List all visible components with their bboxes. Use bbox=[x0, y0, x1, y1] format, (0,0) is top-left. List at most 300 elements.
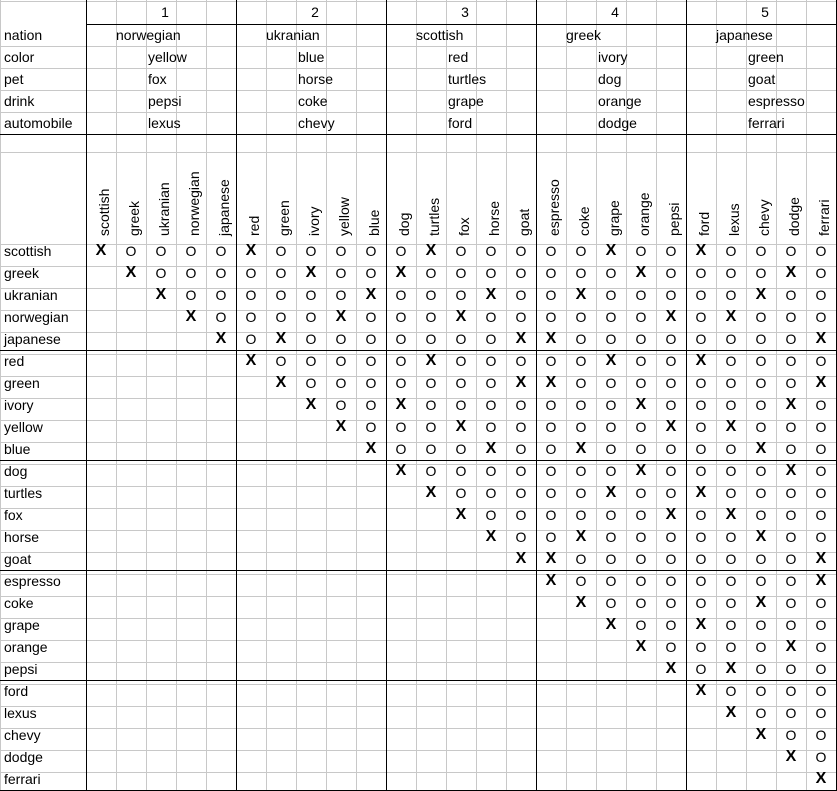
mark-no: O bbox=[665, 441, 677, 457]
mark-no: O bbox=[785, 507, 797, 523]
mark-yes: X bbox=[245, 242, 257, 259]
mark-no: O bbox=[515, 529, 527, 545]
mark-no: O bbox=[665, 485, 677, 501]
mark-no: O bbox=[755, 309, 767, 325]
solution-cell: pepsi bbox=[148, 93, 182, 109]
mark-yes: X bbox=[395, 396, 407, 413]
mark-no: O bbox=[695, 375, 707, 391]
mark-no: O bbox=[755, 639, 767, 655]
mark-no: O bbox=[785, 573, 797, 589]
mark-no: O bbox=[755, 661, 767, 677]
column-label: red bbox=[246, 215, 262, 236]
mark-no: O bbox=[515, 441, 527, 457]
mark-yes: X bbox=[575, 594, 587, 611]
mark-no: O bbox=[605, 375, 617, 391]
column-label: green bbox=[276, 200, 292, 236]
mark-yes: X bbox=[395, 264, 407, 281]
mark-no: O bbox=[635, 243, 647, 259]
mark-no: O bbox=[575, 265, 587, 281]
solution-cell: ford bbox=[448, 115, 473, 131]
mark-no: O bbox=[635, 353, 647, 369]
row-label: greek bbox=[4, 265, 40, 281]
mark-no: O bbox=[665, 287, 677, 303]
mark-no: O bbox=[755, 551, 767, 567]
mark-no: O bbox=[605, 331, 617, 347]
mark-no: O bbox=[695, 441, 707, 457]
column-label: grape bbox=[606, 200, 622, 236]
mark-no: O bbox=[755, 617, 767, 633]
mark-no: O bbox=[575, 397, 587, 413]
mark-no: O bbox=[395, 243, 407, 259]
mark-no: O bbox=[485, 265, 497, 281]
column-label: scottish bbox=[96, 188, 112, 236]
solution-cell: green bbox=[748, 49, 784, 65]
mark-no: O bbox=[815, 727, 827, 743]
mark-no: O bbox=[605, 595, 617, 611]
solution-cell: coke bbox=[298, 93, 328, 109]
mark-no: O bbox=[725, 529, 737, 545]
mark-no: O bbox=[695, 573, 707, 589]
mark-no: O bbox=[665, 529, 677, 545]
row-label: yellow bbox=[4, 419, 43, 435]
mark-no: O bbox=[485, 353, 497, 369]
mark-no: O bbox=[815, 353, 827, 369]
mark-no: O bbox=[785, 617, 797, 633]
mark-no: O bbox=[725, 639, 737, 655]
mark-no: O bbox=[515, 287, 527, 303]
row-label: green bbox=[4, 375, 40, 391]
mark-yes: X bbox=[515, 550, 527, 567]
mark-no: O bbox=[635, 441, 647, 457]
mark-no: O bbox=[485, 507, 497, 523]
mark-no: O bbox=[245, 265, 257, 281]
mark-yes: X bbox=[665, 660, 677, 677]
mark-no: O bbox=[335, 331, 347, 347]
mark-yes: X bbox=[365, 440, 377, 457]
row-label: horse bbox=[4, 529, 40, 545]
mark-no: O bbox=[695, 661, 707, 677]
mark-no: O bbox=[695, 265, 707, 281]
mark-no: O bbox=[785, 353, 797, 369]
mark-no: O bbox=[515, 463, 527, 479]
mark-no: O bbox=[635, 419, 647, 435]
solution-cell: orange bbox=[598, 93, 642, 109]
mark-no: O bbox=[815, 529, 827, 545]
mark-no: O bbox=[545, 309, 557, 325]
solution-cell: norwegian bbox=[116, 27, 181, 43]
mark-yes: X bbox=[185, 308, 197, 325]
mark-no: O bbox=[605, 309, 617, 325]
mark-yes: X bbox=[425, 242, 437, 259]
mark-no: O bbox=[605, 397, 617, 413]
mark-yes: X bbox=[305, 264, 317, 281]
mark-no: O bbox=[695, 419, 707, 435]
mark-yes: X bbox=[485, 440, 497, 457]
mark-no: O bbox=[665, 375, 677, 391]
mark-no: O bbox=[755, 265, 767, 281]
mark-no: O bbox=[365, 375, 377, 391]
mark-no: O bbox=[815, 309, 827, 325]
mark-no: O bbox=[575, 551, 587, 567]
mark-no: O bbox=[725, 551, 737, 567]
mark-no: O bbox=[125, 243, 137, 259]
mark-yes: X bbox=[395, 462, 407, 479]
mark-no: O bbox=[785, 529, 797, 545]
solution-cell: fox bbox=[148, 71, 167, 87]
mark-no: O bbox=[755, 485, 767, 501]
row-label: dodge bbox=[4, 749, 43, 765]
mark-no: O bbox=[635, 287, 647, 303]
mark-no: O bbox=[575, 573, 587, 589]
mark-no: O bbox=[305, 353, 317, 369]
mark-no: O bbox=[785, 705, 797, 721]
mark-yes: X bbox=[665, 506, 677, 523]
column-label: yellow bbox=[336, 197, 352, 236]
mark-yes: X bbox=[725, 704, 737, 721]
mark-no: O bbox=[755, 683, 767, 699]
row-label: blue bbox=[4, 441, 31, 457]
mark-no: O bbox=[275, 287, 287, 303]
mark-no: O bbox=[515, 353, 527, 369]
mark-no: O bbox=[635, 375, 647, 391]
mark-no: O bbox=[815, 287, 827, 303]
mark-yes: X bbox=[305, 396, 317, 413]
mark-no: O bbox=[245, 331, 257, 347]
mark-no: O bbox=[545, 441, 557, 457]
mark-no: O bbox=[755, 243, 767, 259]
solution-cell: grape bbox=[448, 93, 484, 109]
mark-no: O bbox=[305, 309, 317, 325]
mark-no: O bbox=[605, 507, 617, 523]
mark-no: O bbox=[725, 617, 737, 633]
mark-no: O bbox=[605, 287, 617, 303]
row-label: orange bbox=[4, 639, 48, 655]
mark-no: O bbox=[785, 419, 797, 435]
mark-no: O bbox=[605, 529, 617, 545]
row-label: lexus bbox=[4, 705, 37, 721]
mark-no: O bbox=[485, 463, 497, 479]
mark-no: O bbox=[725, 331, 737, 347]
mark-no: O bbox=[695, 331, 707, 347]
group-number: 5 bbox=[761, 4, 769, 20]
mark-yes: X bbox=[785, 462, 797, 479]
mark-no: O bbox=[755, 463, 767, 479]
solution-cell: ukranian bbox=[266, 27, 320, 43]
row-label: ivory bbox=[4, 397, 34, 413]
mark-no: O bbox=[575, 375, 587, 391]
column-label: coke bbox=[576, 206, 592, 236]
mark-no: O bbox=[755, 705, 767, 721]
mark-no: O bbox=[305, 375, 317, 391]
mark-no: O bbox=[545, 353, 557, 369]
row-label: grape bbox=[4, 617, 40, 633]
mark-no: O bbox=[275, 309, 287, 325]
mark-no: O bbox=[815, 243, 827, 259]
mark-no: O bbox=[665, 243, 677, 259]
solution-cell: greek bbox=[566, 27, 602, 43]
mark-no: O bbox=[815, 485, 827, 501]
row-label: espresso bbox=[4, 573, 61, 589]
mark-no: O bbox=[575, 331, 587, 347]
mark-no: O bbox=[545, 243, 557, 259]
mark-no: O bbox=[305, 243, 317, 259]
column-label: fox bbox=[456, 217, 472, 236]
solution-cell: scottish bbox=[416, 27, 464, 43]
mark-no: O bbox=[665, 397, 677, 413]
mark-no: O bbox=[725, 463, 737, 479]
mark-no: O bbox=[455, 375, 467, 391]
mark-no: O bbox=[245, 287, 257, 303]
mark-yes: X bbox=[725, 506, 737, 523]
solution-cell: dog bbox=[598, 71, 622, 87]
mark-no: O bbox=[755, 397, 767, 413]
mark-no: O bbox=[695, 463, 707, 479]
mark-no: O bbox=[785, 441, 797, 457]
mark-no: O bbox=[605, 551, 617, 567]
mark-no: O bbox=[725, 595, 737, 611]
mark-yes: X bbox=[695, 352, 707, 369]
mark-yes: X bbox=[245, 352, 257, 369]
mark-no: O bbox=[455, 243, 467, 259]
mark-no: O bbox=[695, 309, 707, 325]
row-label: japanese bbox=[4, 331, 61, 347]
mark-no: O bbox=[785, 727, 797, 743]
mark-no: O bbox=[665, 551, 677, 567]
mark-no: O bbox=[725, 397, 737, 413]
mark-no: O bbox=[515, 243, 527, 259]
mark-no: O bbox=[425, 287, 437, 303]
mark-no: O bbox=[485, 397, 497, 413]
column-label: pepsi bbox=[666, 202, 682, 236]
mark-yes: X bbox=[125, 264, 137, 281]
mark-yes: X bbox=[455, 308, 467, 325]
mark-yes: X bbox=[665, 308, 677, 325]
mark-no: O bbox=[575, 419, 587, 435]
mark-yes: X bbox=[455, 418, 467, 435]
mark-no: O bbox=[635, 595, 647, 611]
mark-no: O bbox=[815, 419, 827, 435]
column-label: ivory bbox=[306, 206, 322, 236]
mark-no: O bbox=[545, 397, 557, 413]
mark-no: O bbox=[665, 463, 677, 479]
mark-no: O bbox=[305, 331, 317, 347]
mark-no: O bbox=[665, 265, 677, 281]
column-label: lexus bbox=[726, 203, 742, 236]
mark-no: O bbox=[725, 683, 737, 699]
mark-no: O bbox=[635, 507, 647, 523]
mark-no: O bbox=[575, 485, 587, 501]
mark-yes: X bbox=[575, 286, 587, 303]
category-label: pet bbox=[4, 71, 24, 87]
mark-no: O bbox=[725, 287, 737, 303]
mark-no: O bbox=[695, 639, 707, 655]
column-label: dog bbox=[396, 212, 412, 236]
mark-no: O bbox=[545, 485, 557, 501]
mark-no: O bbox=[515, 309, 527, 325]
mark-yes: X bbox=[755, 594, 767, 611]
row-label: goat bbox=[4, 551, 32, 567]
mark-yes: X bbox=[605, 242, 617, 259]
mark-no: O bbox=[485, 309, 497, 325]
mark-no: O bbox=[335, 243, 347, 259]
column-label: goat bbox=[516, 208, 532, 236]
mark-yes: X bbox=[695, 616, 707, 633]
mark-no: O bbox=[665, 595, 677, 611]
mark-no: O bbox=[515, 265, 527, 281]
solution-cell: lexus bbox=[148, 115, 181, 131]
mark-no: O bbox=[785, 661, 797, 677]
mark-no: O bbox=[485, 331, 497, 347]
mark-yes: X bbox=[755, 440, 767, 457]
mark-no: O bbox=[815, 397, 827, 413]
mark-no: O bbox=[395, 331, 407, 347]
mark-no: O bbox=[425, 331, 437, 347]
row-label: dog bbox=[4, 463, 28, 479]
row-label: fox bbox=[4, 507, 23, 523]
column-label: japanese bbox=[216, 179, 232, 236]
mark-no: O bbox=[485, 243, 497, 259]
mark-no: O bbox=[455, 287, 467, 303]
mark-no: O bbox=[515, 397, 527, 413]
row-label: ferrari bbox=[4, 771, 41, 787]
mark-no: O bbox=[815, 639, 827, 655]
mark-no: O bbox=[515, 419, 527, 435]
column-label: blue bbox=[366, 209, 382, 236]
mark-no: O bbox=[725, 375, 737, 391]
mark-no: O bbox=[635, 617, 647, 633]
mark-no: O bbox=[755, 375, 767, 391]
row-label: chevy bbox=[4, 727, 41, 743]
mark-no: O bbox=[785, 551, 797, 567]
mark-no: O bbox=[185, 265, 197, 281]
mark-no: O bbox=[695, 397, 707, 413]
mark-no: O bbox=[425, 397, 437, 413]
solution-cell: blue bbox=[298, 49, 325, 65]
mark-no: O bbox=[785, 331, 797, 347]
mark-no: O bbox=[215, 243, 227, 259]
mark-no: O bbox=[725, 353, 737, 369]
mark-no: O bbox=[455, 463, 467, 479]
mark-no: O bbox=[635, 529, 647, 545]
row-label: coke bbox=[4, 595, 34, 611]
mark-yes: X bbox=[725, 308, 737, 325]
mark-no: O bbox=[455, 485, 467, 501]
mark-no: O bbox=[425, 309, 437, 325]
mark-no: O bbox=[395, 441, 407, 457]
mark-no: O bbox=[365, 419, 377, 435]
mark-no: O bbox=[665, 639, 677, 655]
mark-no: O bbox=[635, 485, 647, 501]
mark-no: O bbox=[815, 265, 827, 281]
column-label: ford bbox=[696, 211, 712, 236]
mark-no: O bbox=[725, 441, 737, 457]
mark-no: O bbox=[425, 419, 437, 435]
mark-no: O bbox=[665, 573, 677, 589]
solution-cell: ferrari bbox=[748, 115, 785, 131]
mark-no: O bbox=[245, 309, 257, 325]
mark-yes: X bbox=[815, 374, 827, 391]
group-number: 2 bbox=[311, 4, 319, 20]
mark-no: O bbox=[545, 463, 557, 479]
row-label: scottish bbox=[4, 243, 52, 259]
mark-yes: X bbox=[785, 396, 797, 413]
mark-no: O bbox=[335, 375, 347, 391]
category-label: automobile bbox=[4, 115, 73, 131]
mark-no: O bbox=[545, 265, 557, 281]
category-label: color bbox=[4, 49, 35, 65]
row-label: norwegian bbox=[4, 309, 69, 325]
mark-yes: X bbox=[605, 484, 617, 501]
solution-cell: yellow bbox=[148, 49, 187, 65]
mark-yes: X bbox=[695, 682, 707, 699]
category-label: drink bbox=[4, 93, 35, 109]
solution-cell: goat bbox=[748, 71, 776, 87]
mark-no: O bbox=[815, 705, 827, 721]
mark-no: O bbox=[425, 441, 437, 457]
mark-no: O bbox=[695, 595, 707, 611]
mark-no: O bbox=[785, 595, 797, 611]
mark-no: O bbox=[815, 507, 827, 523]
mark-no: O bbox=[395, 353, 407, 369]
mark-yes: X bbox=[485, 286, 497, 303]
mark-no: O bbox=[545, 529, 557, 545]
mark-yes: X bbox=[575, 528, 587, 545]
mark-yes: X bbox=[665, 418, 677, 435]
mark-no: O bbox=[815, 683, 827, 699]
mark-yes: X bbox=[815, 330, 827, 347]
mark-yes: X bbox=[695, 242, 707, 259]
mark-no: O bbox=[605, 441, 617, 457]
mark-yes: X bbox=[785, 638, 797, 655]
mark-no: O bbox=[335, 287, 347, 303]
mark-no: O bbox=[785, 485, 797, 501]
mark-no: O bbox=[545, 419, 557, 435]
mark-no: O bbox=[395, 287, 407, 303]
mark-no: O bbox=[155, 243, 167, 259]
mark-no: O bbox=[185, 287, 197, 303]
mark-no: O bbox=[365, 397, 377, 413]
mark-yes: X bbox=[605, 352, 617, 369]
mark-yes: X bbox=[215, 330, 227, 347]
mark-no: O bbox=[485, 375, 497, 391]
mark-no: O bbox=[545, 507, 557, 523]
mark-no: O bbox=[545, 287, 557, 303]
mark-yes: X bbox=[95, 242, 107, 259]
mark-yes: X bbox=[605, 616, 617, 633]
mark-no: O bbox=[815, 595, 827, 611]
mark-yes: X bbox=[335, 308, 347, 325]
mark-no: O bbox=[275, 243, 287, 259]
row-label: pepsi bbox=[4, 661, 38, 677]
mark-no: O bbox=[725, 485, 737, 501]
mark-no: O bbox=[635, 309, 647, 325]
mark-no: O bbox=[395, 419, 407, 435]
mark-yes: X bbox=[695, 484, 707, 501]
mark-yes: X bbox=[425, 484, 437, 501]
mark-no: O bbox=[215, 309, 227, 325]
column-label: ukranian bbox=[156, 182, 172, 236]
category-label: nation bbox=[4, 27, 43, 43]
mark-no: O bbox=[785, 287, 797, 303]
mark-no: O bbox=[635, 331, 647, 347]
mark-no: O bbox=[455, 265, 467, 281]
mark-no: O bbox=[485, 419, 497, 435]
column-label: horse bbox=[486, 200, 502, 236]
mark-yes: X bbox=[635, 462, 647, 479]
column-label: dodge bbox=[786, 197, 802, 236]
mark-no: O bbox=[755, 507, 767, 523]
solution-cell: turtles bbox=[448, 71, 487, 87]
